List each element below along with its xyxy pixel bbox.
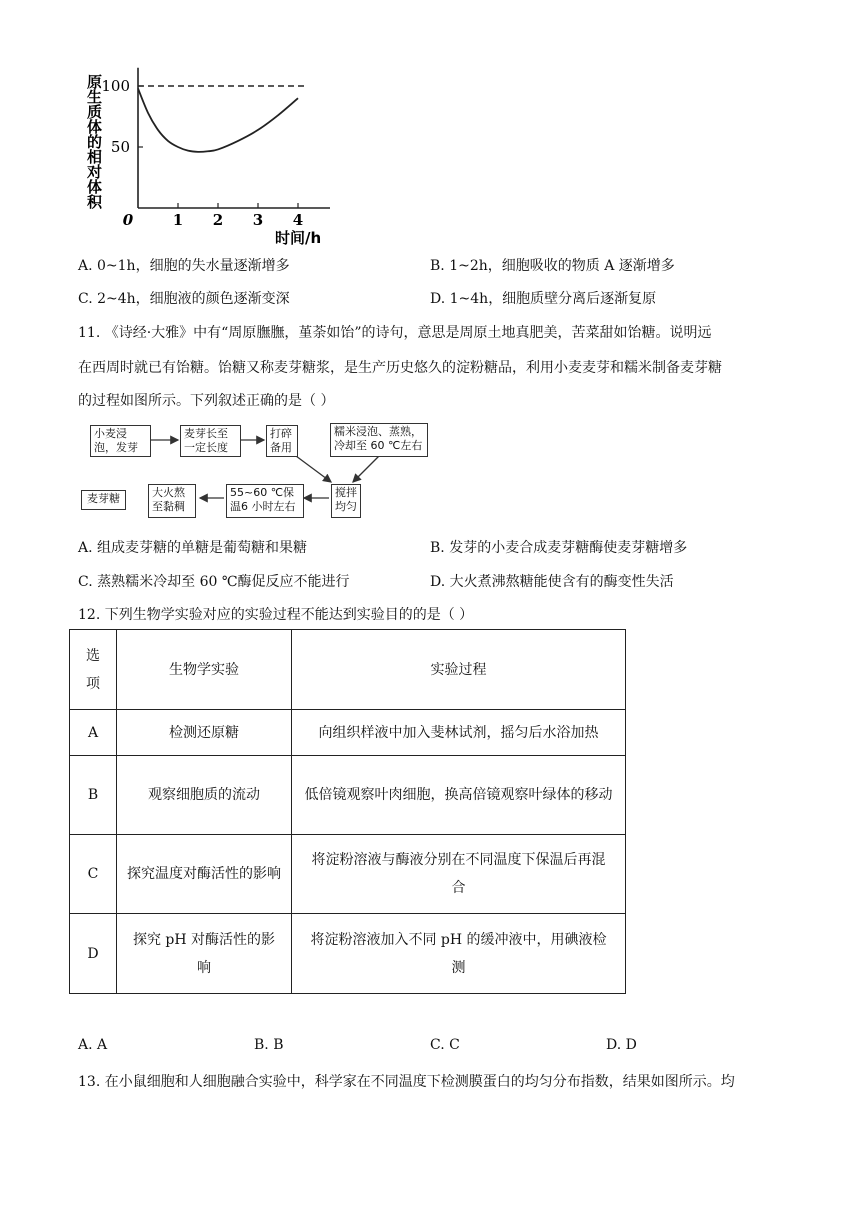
q11-option-d[interactable]: D. 大火煮沸熬糖能使含有的酶变性失活 [430, 574, 674, 590]
x-tick-label: 0 [122, 211, 134, 229]
table-row [70, 756, 626, 835]
y-tick-label: 100 [101, 77, 130, 95]
q12-option-d[interactable]: D. D [606, 1037, 637, 1053]
row-c-procedure: 将淀粉溶液与酶液分别在不同温度下保温后再混合 [292, 835, 626, 914]
q10-option-a[interactable]: A. 0~1h，细胞的失水量逐渐增多 [78, 258, 290, 274]
q10-option-c[interactable]: C. 2~4h，细胞液的颜色逐渐变深 [78, 291, 290, 307]
chart-x-axis-label: 时间/h [275, 229, 322, 247]
flow-step-crush: 打碎备用 [266, 425, 298, 457]
row-c-experiment: 探究温度对酶活性的影响 [117, 835, 292, 914]
q12-option-a[interactable]: A. A [78, 1037, 108, 1053]
y-tick-label: 50 [110, 138, 130, 156]
volume-curve [138, 88, 298, 151]
q11-option-c[interactable]: C. 蒸熟糯米冷却至 60 ℃酶促反应不能进行 [78, 574, 350, 590]
flow-step-malt-grow: 麦芽长至一定长度 [180, 425, 241, 457]
x-tick-label: 4 [292, 211, 304, 229]
q13-stem: 13. 在小鼠细胞和人细胞融合实验中，科学家在不同温度下检测膜蛋白的均匀分布指数，结果如图所示。均 [78, 1074, 735, 1090]
header-experiment: 生物学实验 [117, 630, 292, 710]
row-a-option: A [70, 710, 117, 756]
q11-option-a[interactable]: A. 组成麦芽糖的单糖是葡萄糖和果糖 [78, 540, 308, 556]
q11-stem-line2: 在西周时就已有饴糖。饴糖又称麦芽糖浆，是生产历史悠久的淀粉糖品，利用小麦麦芽和糯米制备麦芽糖 [78, 360, 722, 376]
flow-step-soak-wheat: 小麦浸泡，发芽 [90, 425, 151, 457]
flow-step-boil: 大火熬至黏稠 [148, 484, 196, 518]
flow-step-glutinous-rice: 糯米浸泡、蒸熟，冷却至 60 ℃左右 [330, 423, 428, 457]
table-header-row [70, 630, 626, 710]
q12-stem: 12. 下列生物学实验对应的实验过程不能达到实验目的的是（ ） [78, 607, 474, 623]
x-tick-label: 3 [252, 211, 264, 229]
table-row [70, 914, 626, 994]
chart-axes [138, 68, 330, 208]
flow-step-keep-warm: 55~60 ℃保温6 小时左右 [226, 484, 304, 518]
flow-step-stir: 搅拌均匀 [331, 484, 361, 518]
q11-stem-line1: 11. 《诗经·大雅》中有“周原膴膴，堇荼如饴”的诗句，意思是周原土地真肥美，苦菜甜如饴糖。说明远 [78, 325, 712, 341]
header-procedure: 实验过程 [292, 630, 626, 710]
header-option: 选项 [70, 630, 117, 710]
q10-option-b[interactable]: B. 1~2h，细胞吸收的物质 A 逐渐增多 [430, 258, 675, 274]
row-b-procedure: 低倍镜观察叶肉细胞，换高倍镜观察叶绿体的移动 [292, 756, 626, 835]
chart-y-axis-label: 原生质体的相对体积 [85, 74, 103, 209]
row-d-option: D [70, 914, 117, 994]
row-a-procedure: 向组织样液中加入斐林试剂，摇匀后水浴加热 [292, 710, 626, 756]
table-row [70, 710, 626, 756]
q11-stem-line3: 的过程如图所示。下列叙述正确的是（ ） [78, 393, 335, 409]
protoplast-volume-chart [70, 60, 350, 250]
q12-option-b[interactable]: B. B [254, 1037, 284, 1053]
table-row [70, 835, 626, 914]
q12-option-c[interactable]: C. C [430, 1037, 460, 1053]
q11-option-b[interactable]: B. 发芽的小麦合成麦芽糖酶使麦芽糖增多 [430, 540, 688, 556]
row-a-experiment: 检测还原糖 [117, 710, 292, 756]
x-tick-label: 2 [212, 211, 224, 229]
row-b-option: B [70, 756, 117, 835]
row-d-procedure: 将淀粉溶液加入不同 pH 的缓冲液中，用碘液检测 [292, 914, 626, 994]
q10-option-d[interactable]: D. 1~4h，细胞质壁分离后逐渐复原 [430, 291, 657, 307]
row-b-experiment: 观察细胞质的流动 [117, 756, 292, 835]
row-d-experiment: 探究 pH 对酶活性的影响 [117, 914, 292, 994]
q12-experiment-table [69, 629, 626, 994]
chart-ticks [101, 77, 303, 229]
flow-step-maltose: 麦芽糖 [81, 490, 126, 510]
row-c-option: C [70, 835, 117, 914]
x-tick-label: 1 [172, 211, 184, 229]
